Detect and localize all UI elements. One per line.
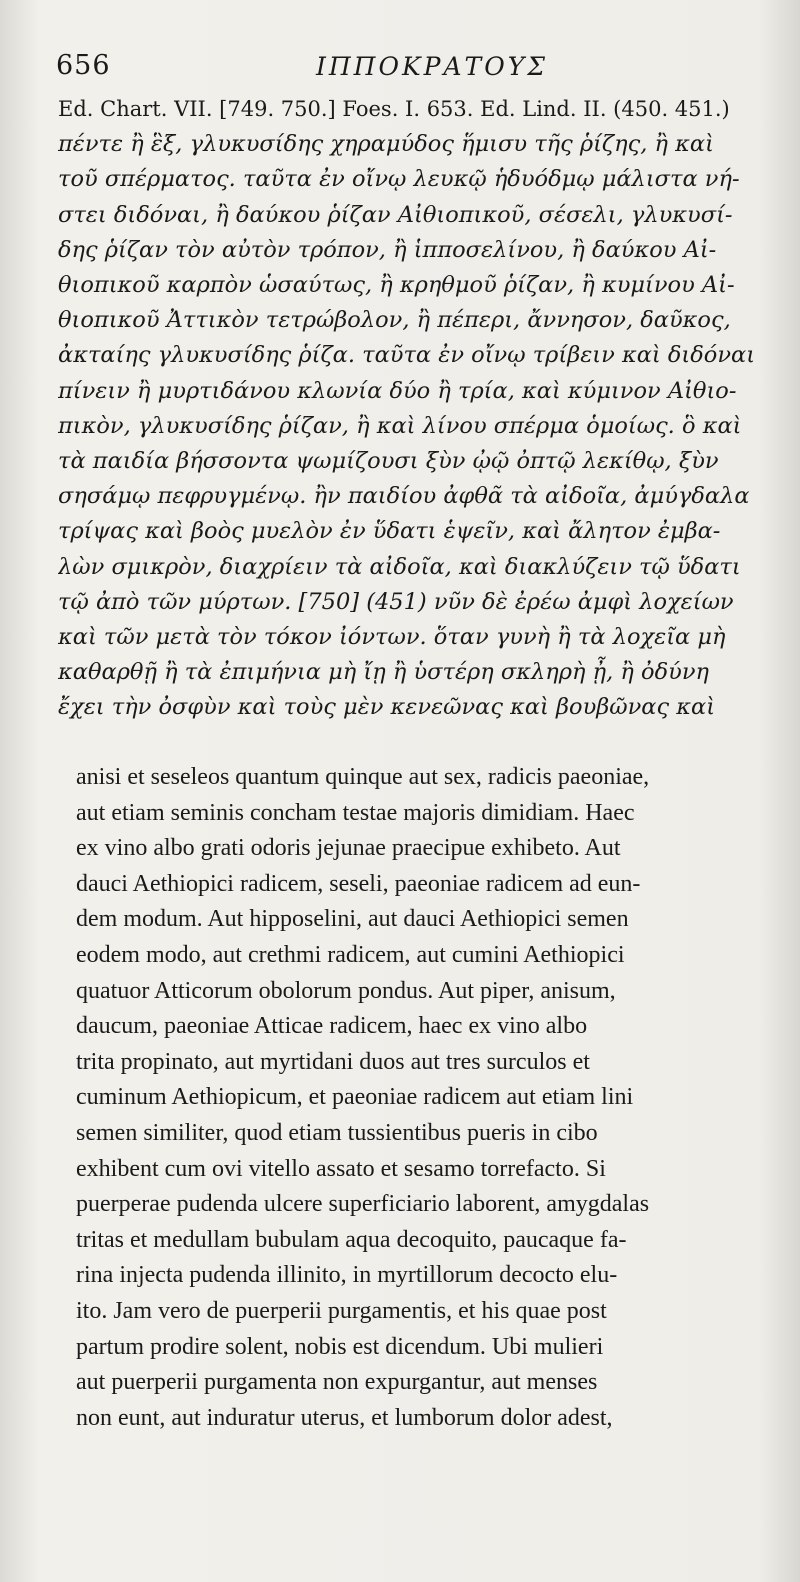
latin-line: ito. Jam vero de puerperii purgamentis, et his quae post <box>76 1297 607 1324</box>
greek-line: καὶ τῶν μετὰ τὸν τόκον ἰόντων. ὅταν γυνὴ ἢ τὰ λοχεῖα μὴ <box>58 624 726 651</box>
greek-line: καθαρθῇ ἢ τὰ ἐπιμήνια μὴ ἴῃ ἢ ὑστέρη σκληρὴ ᾖ, ἢ ὀδύνη <box>58 659 709 686</box>
latin-line: anisi et seseleos quantum quinque aut sex, radicis paeoniae, <box>76 764 650 790</box>
latin-text-block <box>76 760 776 1436</box>
greek-line: τὰ παιδία βήσσοντα ψωμίζουσι ξὺν ᾠῷ ὀπτῷ λεκίθῳ, ξὺν <box>58 448 719 475</box>
greek-line: θιοπικοῦ καρπὸν ὡσαύτως, ἢ κρηθμοῦ ῥίζαν, ἢ κυμίνου Αἰ- <box>58 272 735 299</box>
greek-line: τοῦ σπέρματος. ταῦτα ἐν οἴνῳ λευκῷ ἡδυόδμῳ μάλιστα νή- <box>58 166 740 193</box>
greek-line: σησάμῳ πεφρυγμένῳ. ἢν παιδίου ἀφθᾶ τὰ αἰδοῖα, ἀμύγδαλα <box>58 483 750 510</box>
latin-line: trita propinato, aut myrtidani duos aut tres surculos et <box>76 1048 590 1075</box>
latin-line: rina injecta pudenda illinito, in myrtillorum decocto elu- <box>76 1262 618 1289</box>
greek-line: ἀκταίης γλυκυσίδης ῥίζα. ταῦτα ἐν οἴνῳ τρίβειν καὶ διδόναι <box>58 342 756 369</box>
latin-line: aut etiam seminis concham testae majoris dimidiam. Haec <box>76 799 635 826</box>
latin-line: non eunt, aut induratur uterus, et lumborum dolor adest, <box>76 1404 613 1431</box>
edition-reference-line: Ed. Chart. VII. [749. 750.] Foes. I. 653. Ed. Lind. II. (450. 451.) <box>58 97 730 121</box>
greek-line: τρίψας καὶ βοὸς μυελὸν ἐν ὕδατι ἑψεῖν, καὶ ἄλητον ἐμβα- <box>58 518 721 545</box>
latin-line: quatuor Atticorum obolorum pondus. Aut piper, anisum, <box>76 977 616 1004</box>
greek-text-block <box>58 92 770 726</box>
latin-line: exhibent cum ovi vitello assato et sesamo torrefacto. Si <box>76 1155 606 1182</box>
running-title: ΙΠΠΟΚΡΑΤΟΥΣ <box>316 52 548 81</box>
greek-line: στει διδόναι, ἢ δαύκου ῥίζαν Αἰθιοπικοῦ, σέσελι, γλυκυσί- <box>58 201 733 228</box>
greek-line: λὼν σμικρὸν, διαχρίειν τὰ αἰδοῖα, καὶ διακλύζειν τῷ ὕδατι <box>58 553 741 580</box>
page-header <box>56 50 756 90</box>
greek-line: πικὸν, γλυκυσίδης ῥίζαν, ἢ καὶ λίνου σπέρμα ὁμοίως. ὃ καὶ <box>58 412 742 439</box>
greek-line: ἔχει τὴν ὀσφὺν καὶ τοὺς μὲν κενεῶνας καὶ βουβῶνας καὶ <box>58 694 716 721</box>
latin-line: cuminum Aethiopicum, et paeoniae radicem aut etiam lini <box>76 1084 634 1111</box>
greek-line: θιοπικοῦ Ἀττικὸν τετρώβολον, ἢ πέπερι, ἄννησον, δαῦκος, <box>58 307 731 334</box>
greek-line: τῷ ἀπὸ τῶν μύρτων. [750] (451) νῦν δὲ ἐρέω ἀμφὶ λοχείων <box>58 588 734 615</box>
latin-line: semen similiter, quod etiam tussientibus pueris in cibo <box>76 1119 598 1146</box>
greek-line: δης ῥίζαν τὸν αὐτὸν τρόπον, ἢ ἱπποσελίνου, ἢ δαύκου Αἰ- <box>58 236 717 263</box>
latin-line: dauci Aethiopici radicem, seseli, paeoniae radicem ad eun- <box>76 870 641 897</box>
latin-line: partum prodire solent, nobis est dicendum. Ubi mulieri <box>76 1333 604 1360</box>
latin-line: eodem modo, aut crethmi radicem, aut cumini Aethiopici <box>76 941 625 968</box>
latin-line: dem modum. Aut hipposelini, aut dauci Aethiopici semen <box>76 906 629 933</box>
latin-line: puerperae pudenda ulcere superficiario laborent, amygdalas <box>76 1191 650 1218</box>
greek-line: πέντε ἢ ἓξ, γλυκυσίδης χηραμύδος ἥμισυ τῆς ῥίζης, ἢ καὶ <box>58 131 714 158</box>
greek-line: πίνειν ἢ μυρτιδάνου κλωνία δύο ἢ τρία, καὶ κύμινον Αἰθιο- <box>58 377 737 404</box>
latin-line: tritas et medullam bubulam aqua decoquito, paucaque fa- <box>76 1226 627 1253</box>
latin-line: daucum, paeoniae Atticae radicem, haec ex vino albo <box>76 1013 588 1040</box>
latin-line: ex vino albo grati odoris jejunae praecipue exhibeto. Aut <box>76 835 621 862</box>
page-number: 656 <box>56 50 111 81</box>
latin-line: aut puerperii purgamenta non expurgantur, aut menses <box>76 1369 598 1396</box>
